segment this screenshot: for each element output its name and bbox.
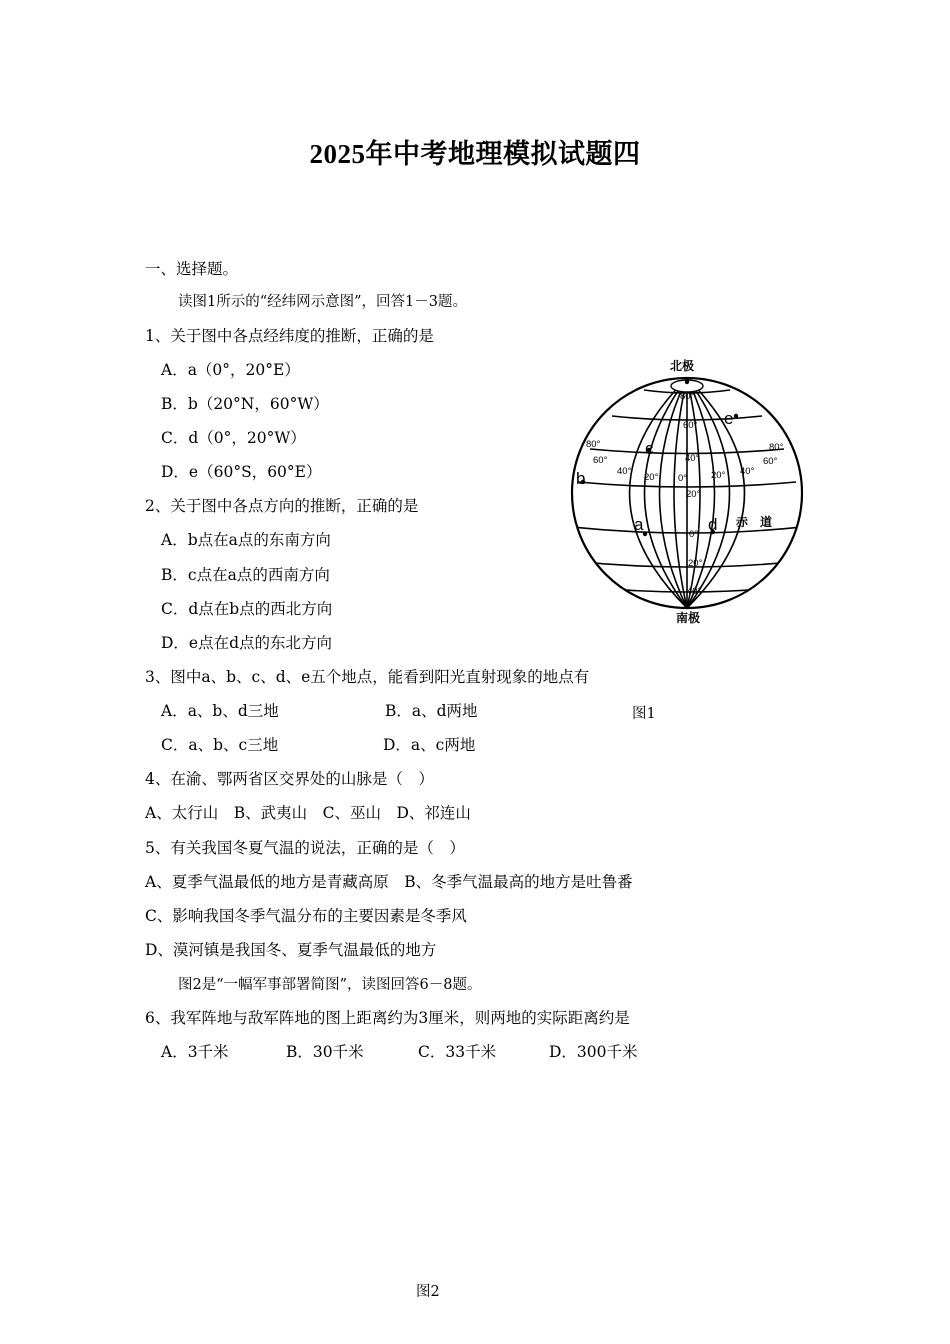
reading-prompt-fig2: 图2是“一幅军事部署简图”，读图回答6－8题。 [178,977,482,993]
lon-label: 20° [711,470,726,481]
lat-label: 60° [683,420,698,431]
lon-label: 0° [678,473,688,484]
lon-label: 80° [769,442,784,453]
point-c-label: c [645,439,654,458]
question-3-option-d[interactable]: D．a、c两地 [383,736,476,754]
question-6-option-d[interactable]: D．300千米 [549,1043,638,1061]
lon-label: 40° [617,466,632,477]
north-pole-dot [685,380,689,384]
lat-label: 0° [689,529,699,540]
question-1-option-d[interactable]: D．e（60°S，60°E） [161,463,322,481]
question-2-option-a[interactable]: A．b点在a点的东南方向 [161,531,331,549]
reading-prompt-fig1: 读图1所示的“经纬网示意图”，回答1－3题。 [178,294,468,310]
question-3-stem: 3、图中a、b、c、d、e五个地点，能看到阳光直射现象的地点有 [145,668,590,686]
question-3-option-b[interactable]: B．a、d两地 [385,702,478,720]
point-b-label: b [576,469,586,488]
question-2-option-c[interactable]: C．d点在b点的西北方向 [161,600,333,618]
point-e-dot [734,414,738,418]
question-6-option-c[interactable]: C．33千米 [418,1043,497,1061]
question-6-option-b[interactable]: B．30千米 [286,1043,364,1061]
question-5-option-c[interactable]: C、影响我国冬季气温分布的主要因素是冬季风 [145,907,467,925]
lon-label: 80° [586,439,601,450]
question-4-options[interactable]: A、太行山 B、武夷山 C、巫山 D、祁连山 [145,804,471,822]
lat-label: 40° [685,453,700,464]
lat-label: 20° [688,558,703,569]
question-1-option-a[interactable]: A．a（0°，20°E） [161,361,300,379]
question-2-stem: 2、关于图中各点方向的推断，正确的是 [145,497,419,515]
point-d-label: d [708,515,718,534]
meridian-line [630,378,688,608]
question-1-option-b[interactable]: B．b（20°N，60°W） [161,395,329,413]
graticule-globe-figure [566,354,810,626]
question-5-stem: 5、有关我国冬夏气温的说法，正确的是（ ） [145,839,465,857]
question-2-option-d[interactable]: D．e点在d点的东北方向 [161,634,333,652]
south-pole-label: 南极 [676,611,701,625]
figure-1-caption: 图1 [632,706,656,722]
lat-label: 80° [680,391,695,402]
question-2-option-b[interactable]: B．c点在a点的西南方向 [161,566,330,584]
question-6-stem: 6、我军阵地与敌军阵地的图上距离约为3厘米，则两地的实际距离约是 [145,1009,630,1027]
lat-label: 40° [687,586,702,597]
question-1-option-c[interactable]: C．d（0°，20°W） [161,429,306,447]
figure-2-caption: 图2 [416,1284,440,1300]
question-5-option-d[interactable]: D、漠河镇是我国冬、夏季气温最低的地方 [145,941,437,959]
lon-label: 20° [644,472,659,483]
section-heading: 一、选择题。 [145,260,239,278]
question-5-options-ab[interactable]: A、夏季气温最低的地方是青藏高原 B、冬季气温最高的地方是吐鲁番 [145,873,633,891]
lon-label: 60° [593,455,608,466]
lon-label: 60° [763,456,778,467]
lon-label: 40° [740,466,755,477]
question-1-stem: 1、关于图中各点经纬度的推断，正确的是 [145,327,434,345]
north-pole-label: 北极 [670,359,695,373]
point-e-label: e [724,409,734,428]
equator-label: 赤 道 [736,515,773,529]
question-3-option-c[interactable]: C．a、b、c三地 [161,736,279,754]
question-3-option-a[interactable]: A．a、b、d三地 [161,702,279,720]
question-6-option-a[interactable]: A．3千米 [161,1043,229,1061]
point-a-label: a [634,515,644,534]
page-title: 2025年中考地理模拟试题四 [309,139,641,169]
question-4-stem: 4、在渝、鄂两省区交界处的山脉是（ ） [145,770,434,788]
lat-label: 20° [686,489,701,500]
